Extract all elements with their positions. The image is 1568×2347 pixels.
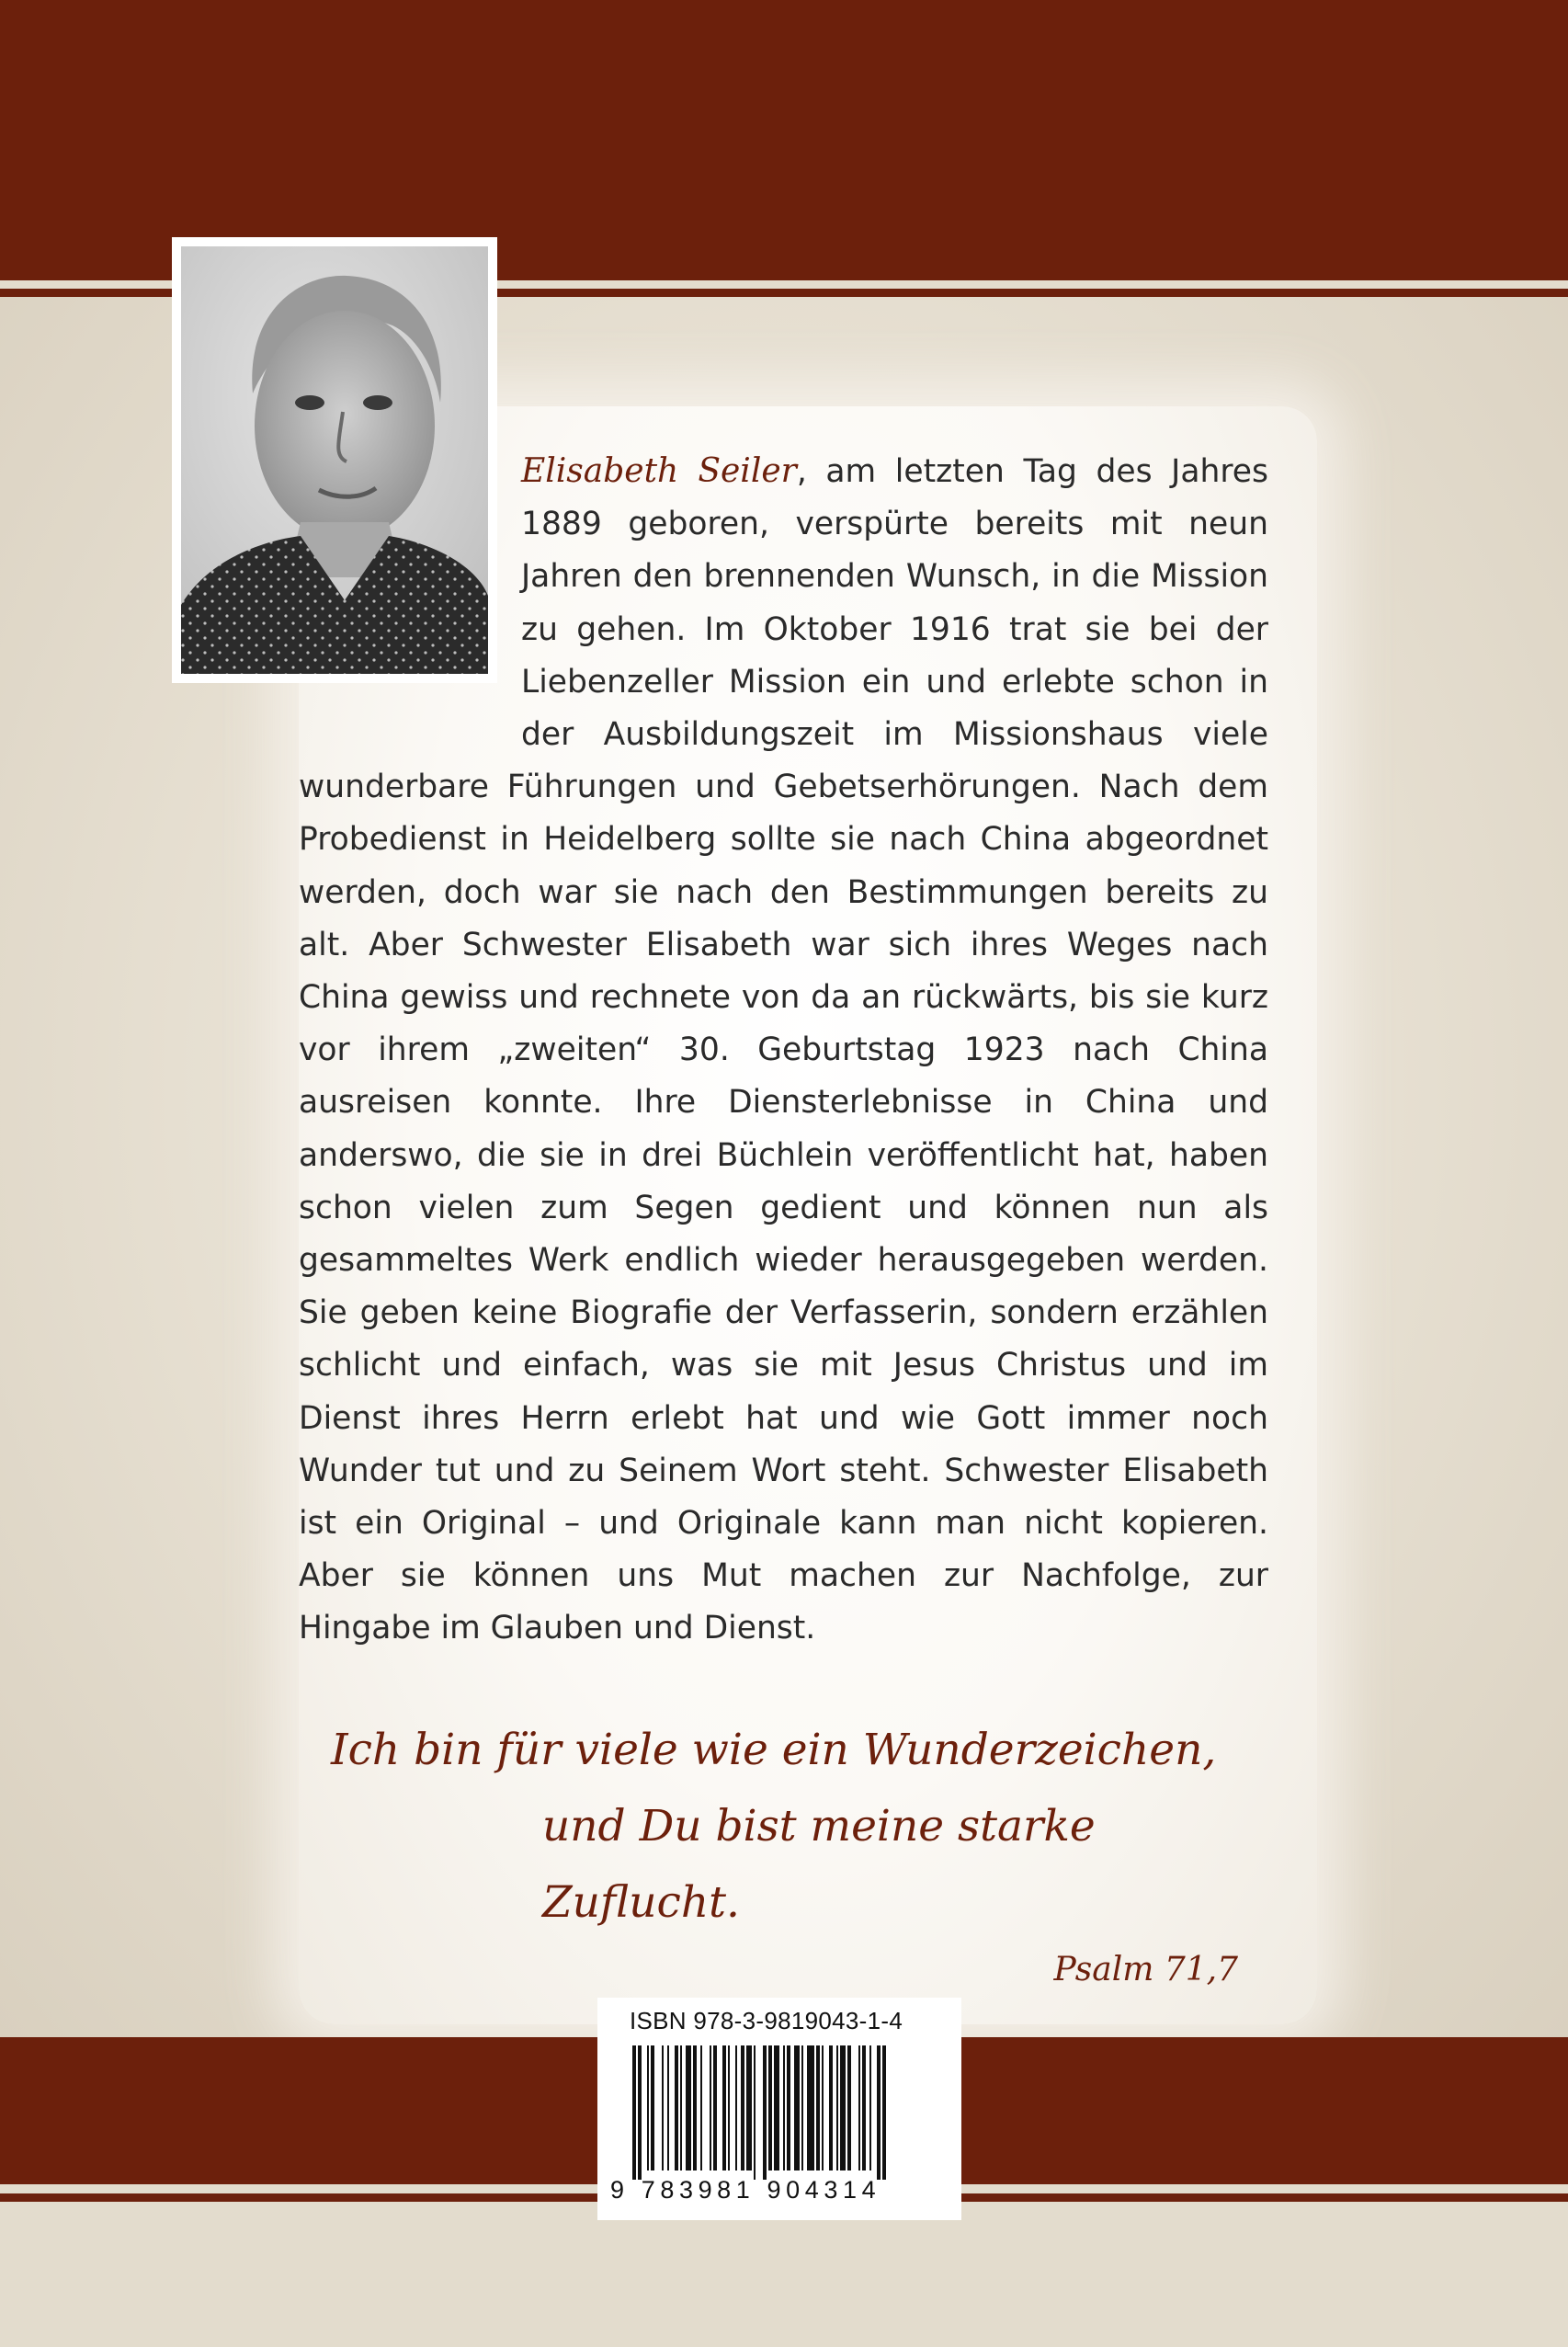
barcode-label [597,1998,961,2220]
barcode-bar [693,2045,697,2170]
barcode-bar [754,2045,756,2180]
barcode-bar [675,2045,678,2170]
barcode-bar [662,2045,664,2170]
barcode-bar [862,2045,866,2170]
barcode-bar [794,2045,800,2170]
barcode-bar [647,2045,649,2170]
barcode-bar [667,2045,669,2170]
barcode-bar [882,2045,886,2180]
isbn-text: ISBN 978-3-9819043-1-4 [630,2007,903,2034]
barcode-bar [710,2045,711,2170]
barcode-bar [741,2045,744,2170]
barcode-bar [840,2045,846,2170]
barcode-bar [807,2045,814,2170]
barcode-bar [822,2045,824,2170]
barcode-bar [836,2045,838,2170]
barcode-bar [774,2045,779,2170]
barcode-bar [735,2045,737,2170]
quote-reference: Psalm 71,7 [1053,1951,1238,1988]
barcode-bar [768,2045,772,2170]
barcode-bar [713,2045,717,2170]
barcode-bar [632,2045,636,2180]
barcode-bar [877,2045,881,2180]
barcode-bar [858,2045,860,2170]
quote-line-2: und Du bist meine starke Zuflucht. [542,1801,1096,1928]
quote-line-1: Ich bin für viele wie ein Wunderzeichen, [331,1725,1217,1775]
author-name: Elisabeth Seiler [521,452,797,490]
barcode-bar [783,2045,785,2170]
barcode-bar [746,2045,752,2170]
barcode-bar [722,2045,726,2170]
photo-float-spacer [299,445,521,712]
barcode-bar [686,2045,691,2170]
barcode-digits: 9 783981 904314 [610,2176,881,2204]
barcode-bar [651,2045,654,2170]
biography-text: , am letzten Tag des Jahres 1889 geboren, verspürte bereits mit neun Jahren den brennenden Wunsch, in die Mission zu gehen. Im Oktober 1916 trat sie bei der Liebenzeller Mission ein und erlebte schon in der Ausbildungszeit im Missionshaus viele wunderbare Führungen und Gebetserhörungen. Nach dem Probedienst in Heidelberg sollte sie nach China abgeordnet werden, doch war sie nach den Bestimmungen bereits zu alt. Aber Schwester Elisabeth war sich ihres Weges nach China gewiss und rechnete von da an rückwärts, bis sie kurz vor ihrem „zweiten“ 30. Geburtstag 1923 nach China ausreisen konnte. Ihre Diensterlebnisse in China und anderswo, die sie in drei Büchlein veröffentlicht hat, haben schon vielen zum Segen gedient und können nun als gesammeltes Werk endlich wieder herausgegeben werden. Sie geben keine Biografie der Verfasserin, sondern erzählen schlicht und einfach, was sie mit Jesus Christus und im Dienst ihres Herrn erlebt hat und wie Gott immer noch Wunder tut und zu Seinem Wort steht. Schwester Elisabeth ist ein Original – und Originale kann man nicht kopieren. Aber sie können uns Mut machen zur Nachfolge, zur Hingabe im Glauben und Dienst. [299,453,1268,1647]
barcode-bar [801,2045,803,2170]
barcode-bar [847,2045,851,2170]
barcode-bar [728,2045,730,2170]
barcode-bar [638,2045,642,2180]
barcode-bar [763,2045,767,2180]
bible-quote [322,1712,1241,1998]
barcode-bar [816,2045,820,2170]
barcode-bar [700,2045,702,2170]
barcode-bars [607,2045,952,2180]
barcode-bar [680,2045,682,2170]
author-biography [299,445,1268,1656]
barcode-bar [829,2045,833,2170]
barcode-bar [869,2045,871,2170]
barcode-bar [787,2045,790,2170]
